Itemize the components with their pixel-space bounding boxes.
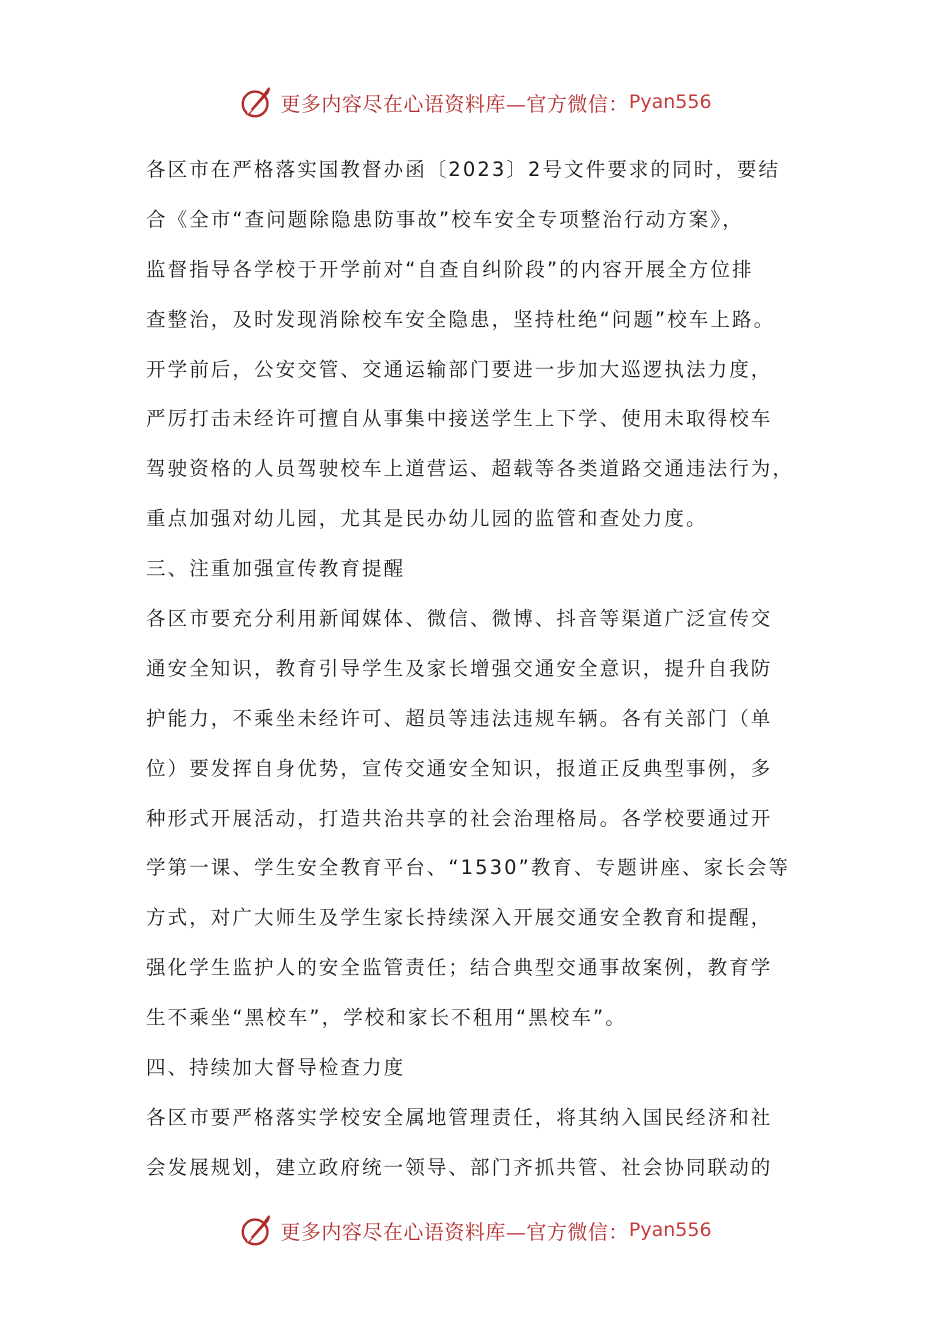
section-heading: 三、注重加强宣传教育提醒 [146, 557, 406, 581]
body-line: 监督指导各学校于开学前对“自查自纠阶段”的内容开展全方位排 [146, 257, 754, 281]
quill-pen-logo-icon [238, 83, 276, 121]
body-line: 驾驶资格的人员驾驶校车上道营运、超载等各类道路交通违法行为， [146, 457, 795, 481]
header-banner-text: 更多内容尽在心语资料库—官方微信： [280, 91, 629, 116]
body-line: 严厉打击未经许可擅自从事集中接送学生上下学、使用未取得校车 [146, 407, 773, 431]
footer-banner [0, 1210, 950, 1250]
quill-pen-logo-icon [238, 1211, 276, 1249]
body-line: 方式，对广大师生及学生家长持续深入开展交通安全教育和提醒， [146, 906, 773, 930]
body-line: 护能力，不乘坐未经许可、超员等违法违规车辆。各有关部门（单 [146, 706, 773, 730]
body-line: 强化学生监护人的安全监管责任；结合典型交通事故案例，教育学 [146, 956, 773, 980]
body-line: 各区市要充分利用新闻媒体、微信、微博、抖音等渠道广泛宣传交 [146, 607, 773, 631]
footer-banner-text: 更多内容尽在心语资料库—官方微信： [280, 1219, 629, 1244]
header-banner-wechat-id: Pyan556 [628, 91, 712, 113]
body-line: 通安全知识，教育引导学生及家长增强交通安全意识，提升自我防 [146, 656, 773, 680]
section-heading: 四、持续加大督导检查力度 [146, 1056, 406, 1080]
header-banner [0, 82, 950, 122]
body-line: 合《全市“查问题除隐患防事故”校车安全专项整治行动方案》， [146, 207, 744, 231]
body-line: 学第一课、学生安全教育平台、“1530”教育、专题讲座、家长会等 [146, 856, 791, 880]
document-body [146, 145, 826, 1193]
body-line: 种形式开展活动，打造共治共享的社会治理格局。各学校要通过开 [146, 806, 773, 830]
body-line: 位）要发挥自身优势，宣传交通安全知识，报道正反典型事例，多 [146, 756, 773, 780]
body-line: 生不乘坐“黑校车”，学校和家长不租用“黑校车”。 [146, 1006, 627, 1030]
body-line: 各区市在严格落实国教督办函〔2023〕2号文件要求的同时，要结 [146, 158, 781, 181]
footer-banner-wechat-id: Pyan556 [628, 1219, 712, 1241]
body-line: 开学前后，公安交管、交通运输部门要进一步加大巡逻执法力度， [146, 357, 773, 381]
body-line: 会发展规划，建立政府统一领导、部门齐抓共管、社会协同联动的 [146, 1155, 773, 1179]
body-line: 重点加强对幼儿园，尤其是民办幼儿园的监管和查处力度。 [146, 507, 708, 531]
body-line: 查整治，及时发现消除校车安全隐患，坚持杜绝“问题”校车上路。 [146, 307, 776, 331]
body-line: 各区市要严格落实学校安全属地管理责任，将其纳入国民经济和社 [146, 1105, 773, 1129]
